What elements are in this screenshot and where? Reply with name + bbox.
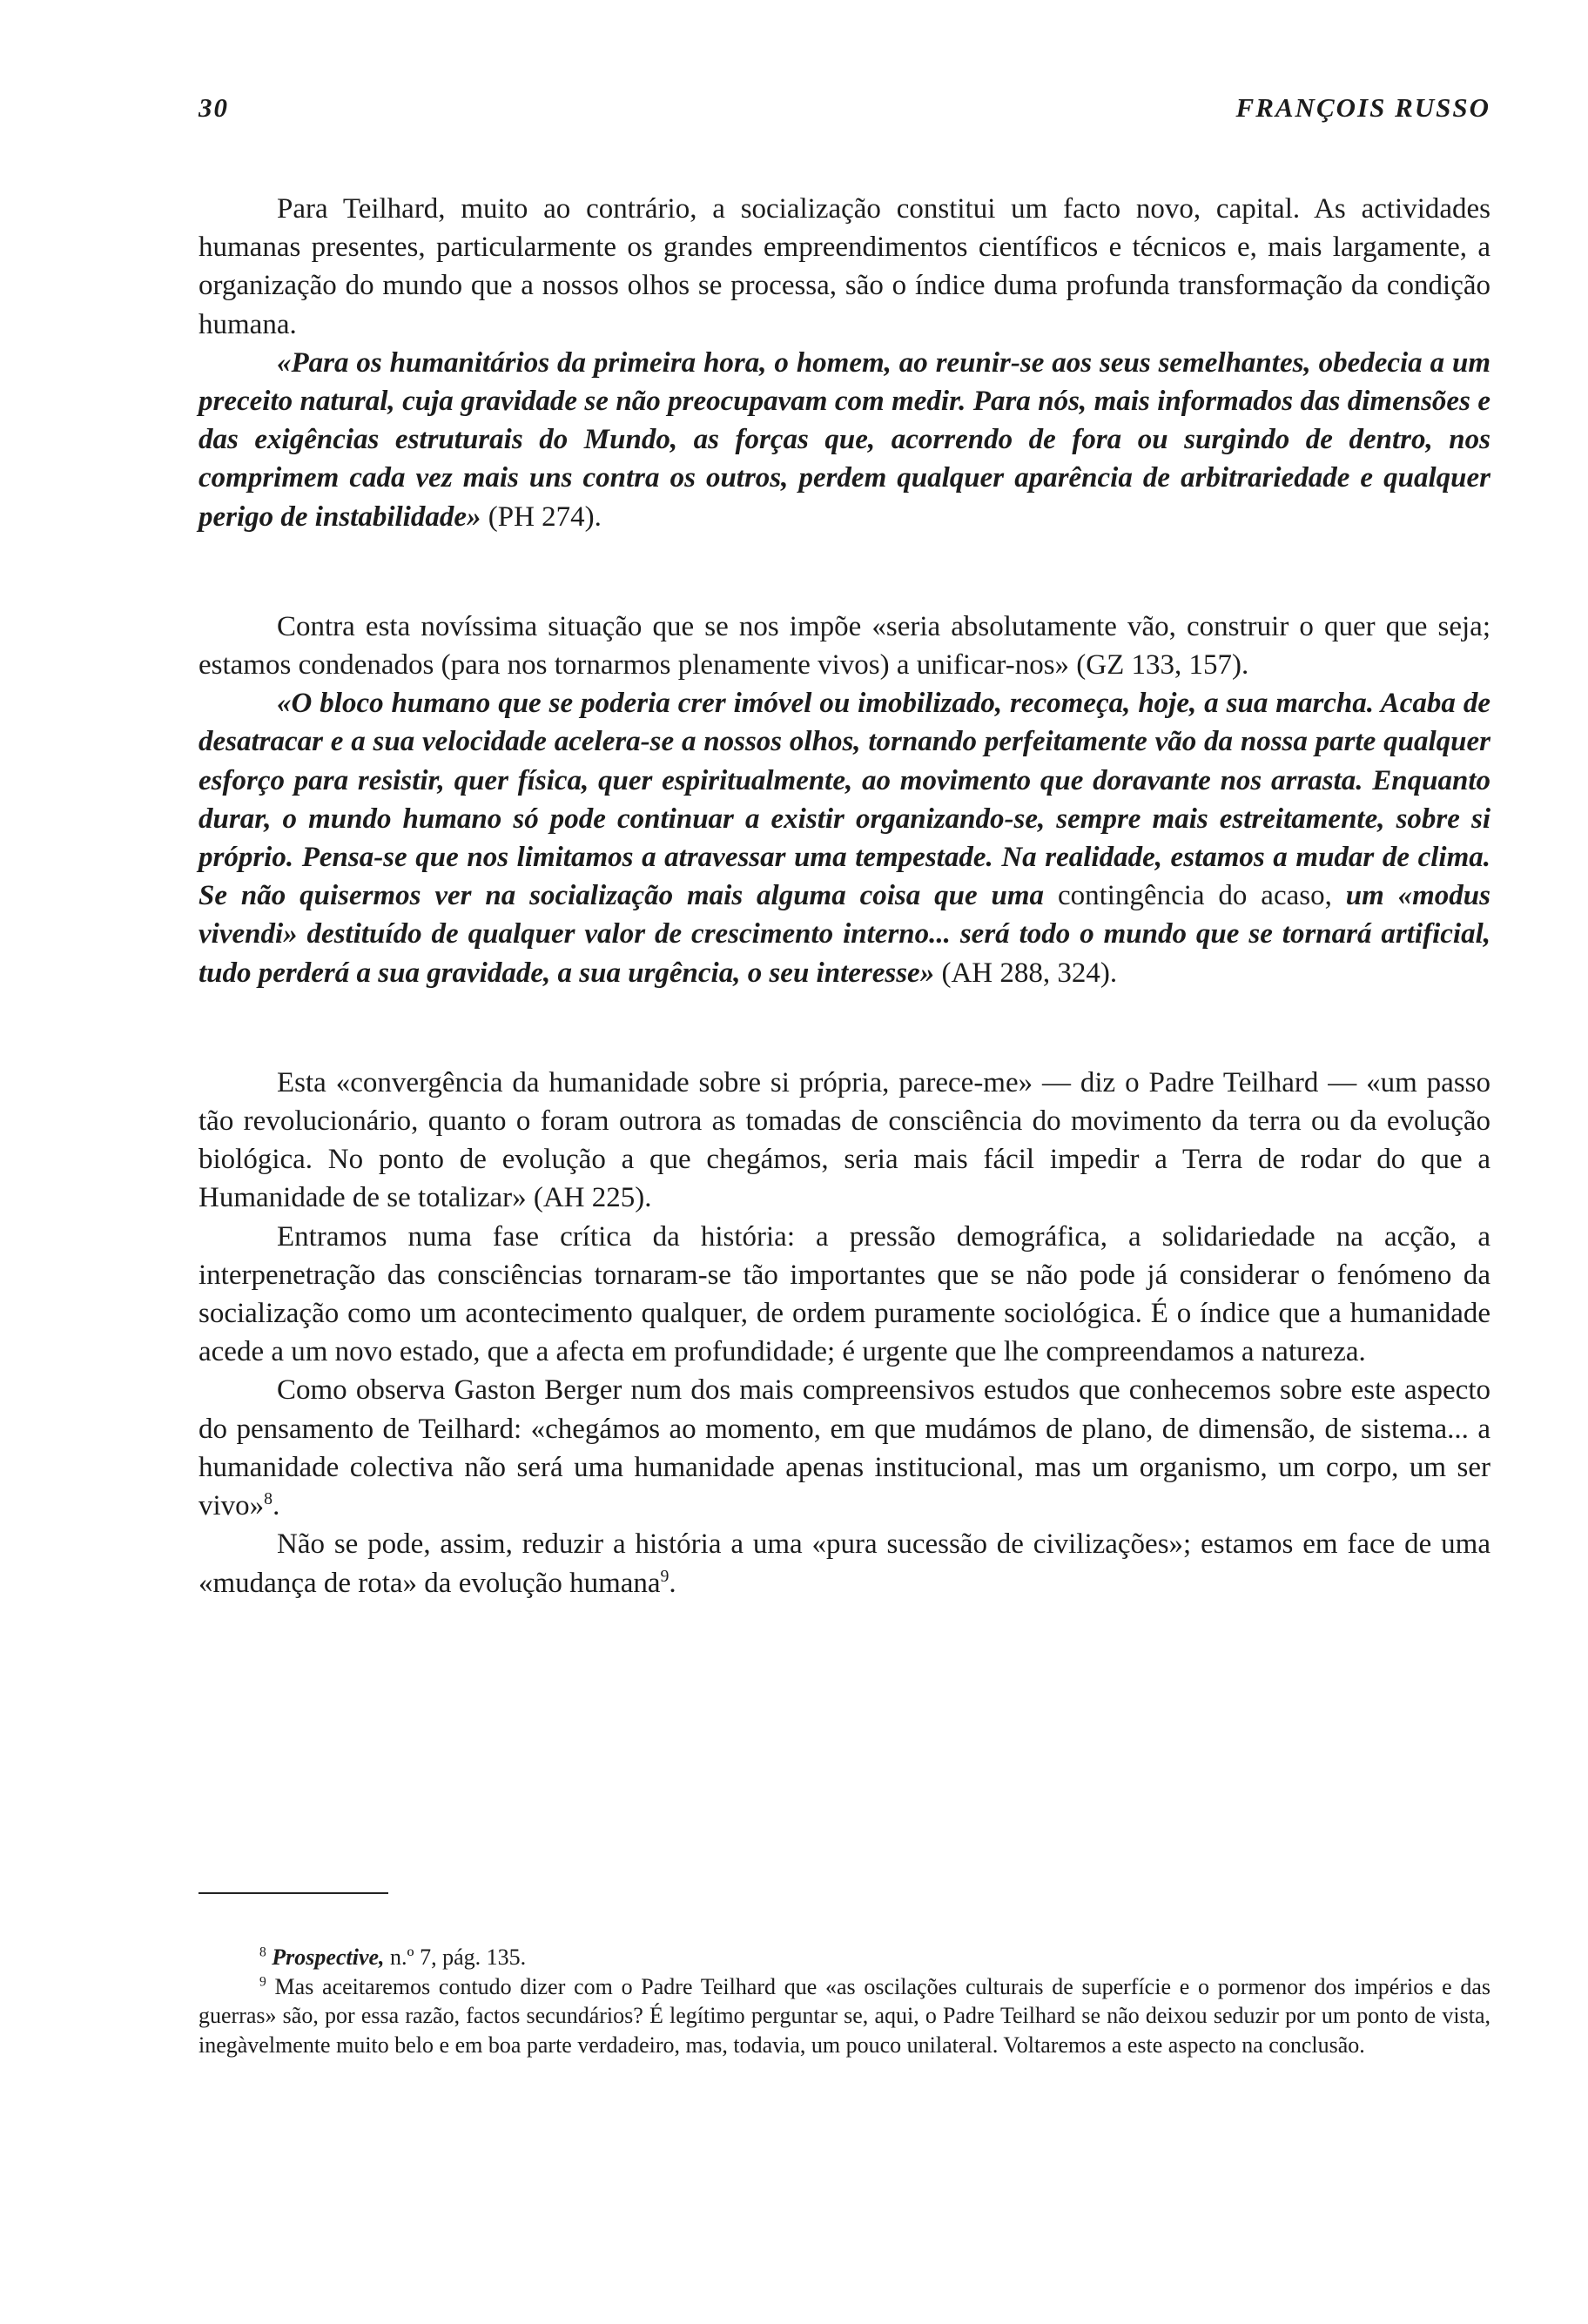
- quote-text: um «modus vivendi» destituído de qualquer valor de crescimento interno... será todo o mundo que se tornará artificial, tudo perderá a sua gravidade, a sua urgência, o seu interesse»: [198, 880, 1490, 989]
- paragraph: Esta «convergência da humanidade sobre si própria, parece-me» — diz o Padre Teilhard — «um passo tão revolucionário, quanto o foram outrora as tomadas de consciência do movimento da terra ou da evolução biológica. No ponto de evolução a que chegámos, seria mais fácil impedir a Terra de rodar do que a Humanidade de se totalizar» (AH 225).: [198, 1066, 1490, 1214]
- quote-roman-text: contingência do acaso,: [1044, 880, 1346, 912]
- footnote-number: 9: [259, 1973, 266, 1989]
- footnote-ref: 9: [660, 1566, 670, 1586]
- page-number: 30: [198, 92, 229, 123]
- running-head: [198, 92, 1490, 124]
- footnote-9: [198, 1972, 1490, 2060]
- footnote-title: Prospective,: [272, 1945, 385, 1970]
- footnote-number: 8: [259, 1945, 266, 1960]
- citation: (PH 274).: [481, 500, 602, 533]
- footnotes: [198, 1943, 1490, 2059]
- block-quote: [198, 344, 1490, 536]
- paragraph-text: Não se pode, assim, reduzir a história a uma «pura sucessão de civilizações»; estamos em face de uma «mudança de rota» da evolução humana: [198, 1528, 1490, 1599]
- paragraph-text: Como observa Gaston Berger num dos mais compreensivos estudos que conhecemos sobre este aspecto do pensamento de Teilhard: «chegámos ao momento, em que mudámos de plano, de dimensão, de sistema... a humanidade colectiva não será uma humanidade apenas institucional, mas um organismo, um corpo, um ser vivo»: [198, 1374, 1490, 1522]
- quote-text: «O bloco humano que se poderia crer imóvel ou imobilizado, recomeça, hoje, a sua marcha. Acaba de desatracar e a sua velocidade acelera-se a nossos olhos, tornando perfeitamente vão da nossa parte qualquer esforço para resistir, quer física, quer espiritualmente, ao movimento que doravante nos arrasta. Enquanto durar, o mundo humano só pode continuar a existir organizando-se, sempre mais estreitamente, sobre si próprio. Pensa-se que nos limitamos a atravessar uma tempestade. Na realidade, estamos a mudar de clima. Se não quisermos ver na socialização mais alguma coisa que uma: [198, 688, 1490, 912]
- footnote-8: [198, 1943, 1490, 1972]
- footnote-text: Mas aceitaremos contudo dizer com o Padre Teilhard que «as oscilações culturais de superfície e o pormenor dos impérios e das guerras» são, por essa razão, factos secundários? É legítimo perguntar se, aqui, o Padre Teilhard se não deixou seduzir por um ponto de vista, inegàvelmente muito belo e em boa parte verdadeiro, mas, todavia, um pouco unilateral. Voltaremos a este aspecto na conclusão.: [198, 1973, 1490, 2058]
- footnote-text: n.º 7, pág. 135.: [384, 1945, 527, 1970]
- quote-text: «Para os humanitários da primeira hora, o homem, ao reunir-se aos seus semelhantes, obedecia a um preceito natural, cuja gravidade se não preocupavam com medir. Para nós, mais informados das dimensões e das exigências estruturais do Mundo, as forças que, acorrendo de fora ou surgindo de dentro, nos comprimem cada vez mais uns contra os outros, perdem qualquer aparência de arbitrariedade e qualquer perigo de instabilidade»: [198, 346, 1490, 533]
- paragraph: [198, 1525, 1490, 1602]
- body-text: [198, 190, 1490, 1602]
- paragraph: Entramos numa fase crítica da história: a pressão demográfica, a solidariedade na acção, a interpenetração das consciências tornaram-se tão importantes que se não pode já considerar o fenómeno da socialização como um acontecimento qualquer, de ordem puramente sociológica. É o índice que a humanidade acede a um novo estado, que a afecta em profundidade; é urgente que lhe compreendamos a natureza.: [198, 1220, 1490, 1368]
- paragraph-end: .: [273, 1490, 280, 1522]
- paragraph-end: .: [669, 1567, 676, 1599]
- paragraph: Contra esta novíssima situação que se nos impõe «seria absolutamente vão, construir o quer que seja; estamos condenados (para nos tornarmos plenamente vivos) a unificar-nos» (GZ 133, 157).: [198, 610, 1490, 682]
- footnote-divider: [198, 1892, 388, 1894]
- paragraph: Para Teilhard, muito ao contrário, a socialização constitui um facto novo, capital. As actividades humanas presentes, particularmente os grandes empreendimentos científicos e técnicos e, mais largamente, a organização do mundo que a nossos olhos se processa, são o índice duma profunda transformação da condição humana.: [198, 193, 1490, 340]
- author-name: FRANÇOIS RUSSO: [1235, 92, 1490, 123]
- citation: (AH 288, 324).: [934, 957, 1118, 989]
- block-quote: [198, 684, 1490, 992]
- footnote-ref: 8: [264, 1489, 273, 1509]
- paragraph: [198, 1371, 1490, 1525]
